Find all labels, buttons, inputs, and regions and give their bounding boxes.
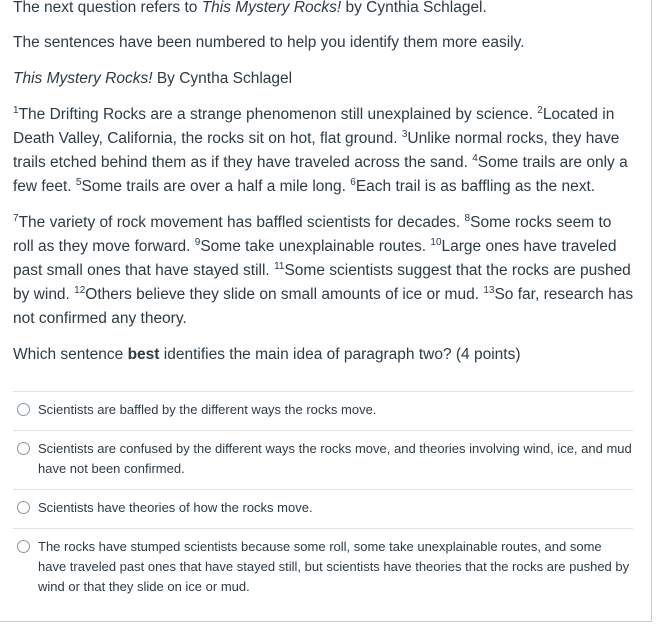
sentence-number: 10 — [430, 237, 442, 248]
sentence-number: 6 — [350, 177, 356, 188]
paragraph-two — [13, 211, 635, 331]
sentence-number: 8 — [464, 213, 471, 224]
radio-button-icon[interactable] — [17, 540, 30, 553]
question-after: identifies the main idea of paragraph two? (4 points) — [159, 346, 521, 363]
question-prompt — [13, 343, 521, 367]
question-before: Which sentence — [13, 346, 128, 363]
sentence: Large ones have traveled past small ones that have stayed still. — [13, 238, 617, 279]
sentence: Some trails are only a few feet. — [13, 154, 628, 195]
answer-option-2[interactable] — [13, 430, 633, 489]
radio-button-icon[interactable] — [17, 442, 30, 455]
answer-text: Scientists are confused by the different ways the rocks move, and theories involving wind, ice, and mud have not been confirmed. — [38, 441, 632, 476]
answer-list — [13, 391, 633, 607]
sentence-number: 2 — [537, 105, 543, 116]
sentence-number: 13 — [483, 285, 495, 296]
numbering-note: The sentences have been numbered to help you identify them more easily. — [13, 34, 525, 51]
answer-option-1[interactable] — [13, 391, 633, 430]
answer-text: Scientists have theories of how the rocks move. — [38, 500, 313, 515]
sentence: Some take unexplainable routes. — [200, 238, 431, 255]
intro-lead-before: The next question refers to — [13, 0, 202, 16]
intro-lead-after: by Cynthia Schlagel. — [341, 0, 487, 16]
story-author: By Cyntha Schlagel — [152, 70, 293, 87]
sentence: The Drifting Rocks are a strange phenomenon still unexplained by science. — [18, 106, 538, 123]
sentence: Some rocks seem to roll as they move forward. — [13, 214, 612, 255]
sentence: Some scientists suggest that the rocks are pushed by wind. — [13, 262, 631, 303]
sentence-number: 9 — [194, 237, 201, 248]
sentence-number: 4 — [472, 153, 478, 164]
sentence-number: 3 — [401, 129, 408, 140]
sentence: Others believe they slide on small amounts of ice or mud. — [85, 286, 484, 303]
paragraph-one — [13, 103, 635, 199]
answer-option-3[interactable] — [13, 489, 633, 528]
sentence-number: 1 — [13, 105, 19, 116]
sentence-number: 12 — [74, 285, 86, 296]
story-title: This Mystery Rocks! — [13, 70, 153, 87]
answer-option-4[interactable] — [13, 528, 633, 607]
sentence-number: 7 — [13, 213, 19, 224]
sentence-number: 5 — [75, 177, 82, 188]
story-title-line — [13, 67, 292, 91]
radio-button-icon[interactable] — [17, 501, 30, 514]
answer-text: Scientists are baffled by the different ways the rocks move. — [38, 402, 377, 417]
sentence: Located in Death Valley, California, the rocks sit on hot, flat ground. — [13, 106, 615, 147]
intro-lead — [13, 0, 487, 20]
radio-button-icon[interactable] — [17, 403, 30, 416]
intro-lead-title: This Mystery Rocks! — [201, 0, 342, 16]
sentence: Unlike normal rocks, they have trails etched behind them as if they have traveled across the sand. — [13, 130, 620, 171]
question-emphasis: best — [127, 346, 160, 363]
sentence-number: 11 — [274, 261, 285, 272]
sentence: Each trail is as baffling as the next. — [355, 178, 596, 195]
sentence: Some trails are over a half a mile long. — [81, 178, 351, 195]
sentence: So far, research has not confirmed any theory. — [13, 286, 634, 327]
answer-text: The rocks have stumped scientists because some roll, some take unexplainable routes, and some have traveled past ones that have stayed still, but scientists have theories that the rocks are pushed by wind or that they slide on ice or mud. — [38, 539, 630, 594]
sentence: The variety of rock movement has baffled scientists for decades. — [18, 214, 465, 231]
